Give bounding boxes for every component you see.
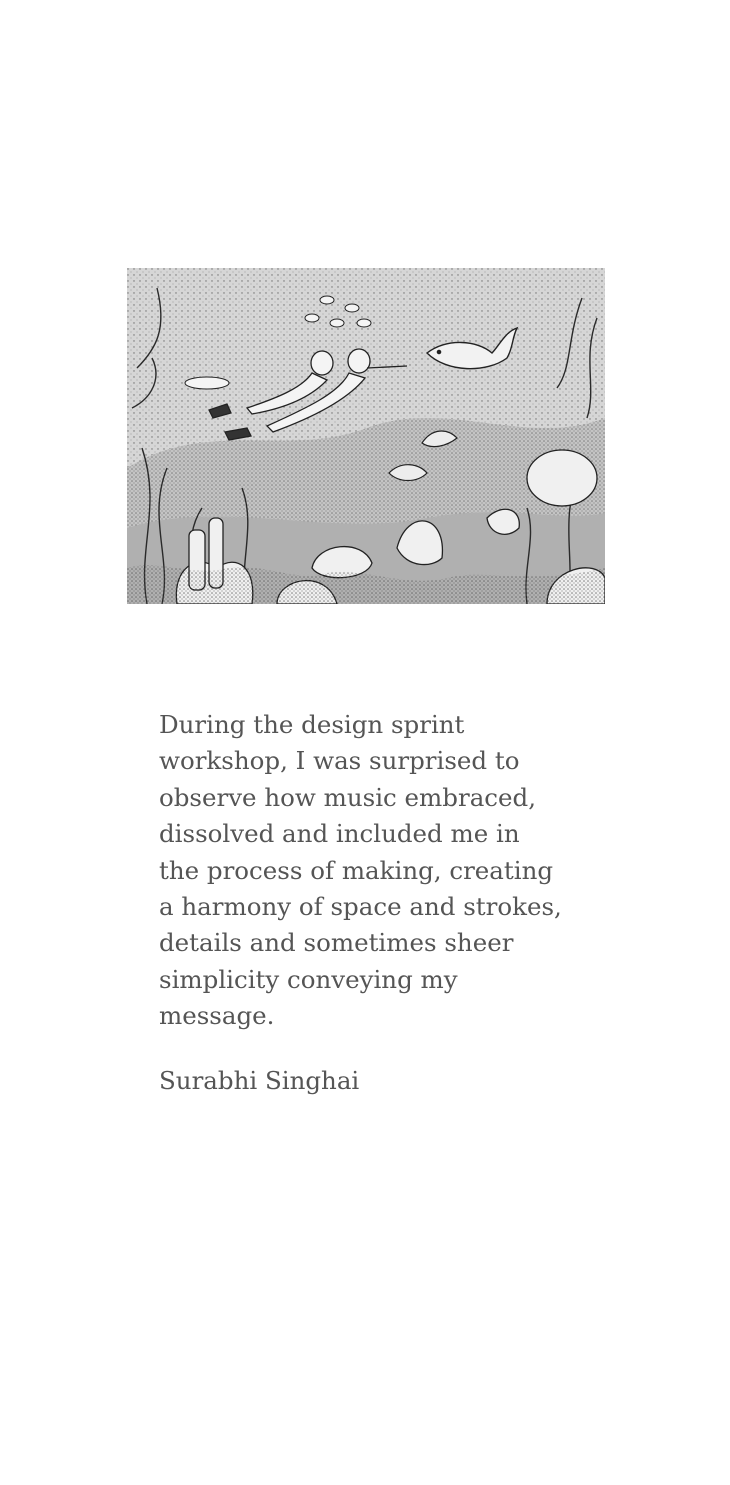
quote-line: a harmony of space and strokes, [159, 892, 562, 922]
quote-text [159, 707, 599, 1035]
quote-line: the process of making, creating [159, 855, 554, 885]
quote-line: During the design sprint [159, 710, 465, 739]
quote-line: workshop, I was surprised to [159, 746, 520, 776]
underwater-illustration [127, 268, 605, 604]
quote-line: message. [159, 1001, 275, 1031]
quote-line: simplicity conveying my [159, 964, 458, 994]
author-name: Surabhi Singhai [159, 1066, 360, 1095]
quote-line: observe how music embraced, [159, 782, 536, 812]
quote-line: dissolved and included me in [159, 819, 520, 849]
quote-line: details and sometimes sheer [159, 928, 514, 958]
